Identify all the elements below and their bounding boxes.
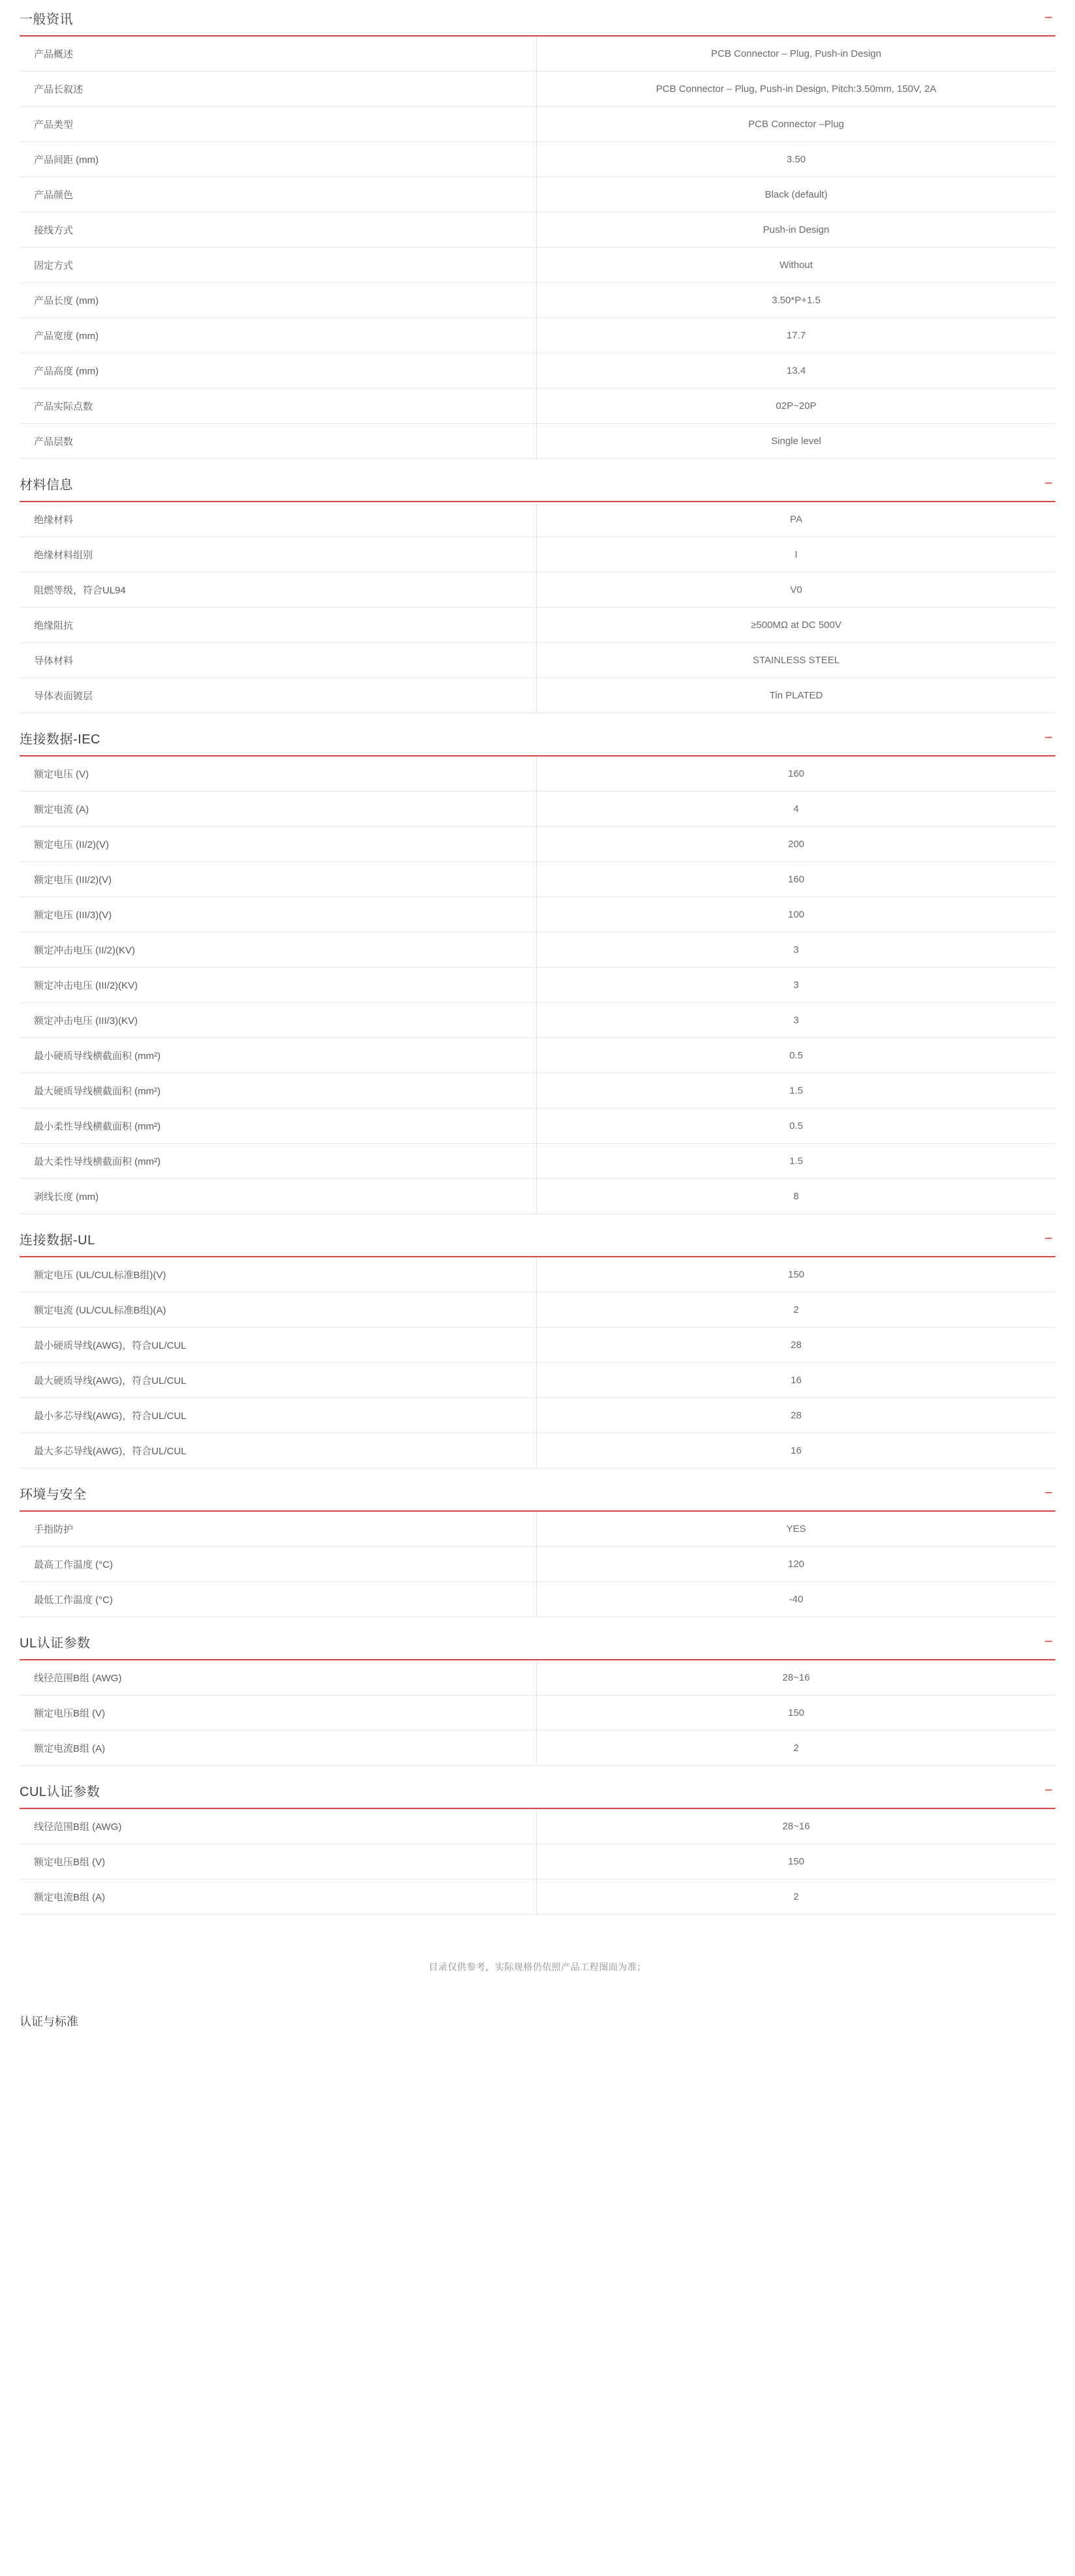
spec-value: Push-in Design (763, 224, 830, 235)
section-title: 环境与安全 (20, 1488, 87, 1502)
spec-label: 额定电压B组 (V) (20, 1844, 537, 1880)
section-title: UL认证参数 (20, 1636, 91, 1651)
spec-section (20, 713, 1055, 1214)
spec-label: 额定冲击电压 (III/2)(KV) (20, 968, 537, 1003)
spec-value: Tin PLATED (769, 690, 823, 701)
spec-label: 绝缘材料组别 (20, 537, 537, 573)
spec-value: 3 (793, 1015, 799, 1026)
table-row (20, 1512, 1055, 1547)
table-row (20, 1293, 1055, 1328)
table-row (20, 792, 1055, 827)
table-row (20, 1257, 1055, 1293)
spec-label: 接线方式 (20, 213, 537, 248)
spec-value: 8 (793, 1191, 799, 1202)
section-header (20, 730, 1055, 756)
spec-value: I (795, 549, 798, 560)
table-row (20, 502, 1055, 537)
table-row (20, 1433, 1055, 1469)
collapse-minus-icon[interactable]: − (1044, 1230, 1053, 1246)
spec-label: 产品宽度 (mm) (20, 318, 537, 353)
spec-value: 28 (791, 1340, 802, 1351)
spec-value: 2 (793, 1743, 799, 1754)
table-row (20, 142, 1055, 177)
spec-value: YES (786, 1523, 806, 1535)
table-row (20, 283, 1055, 318)
spec-value: PCB Connector –Plug (748, 119, 844, 130)
section-title: 连接数据-UL (20, 1233, 95, 1248)
table-row (20, 1582, 1055, 1617)
collapse-minus-icon[interactable]: − (1044, 1633, 1053, 1649)
spec-label: 产品长度 (mm) (20, 283, 537, 318)
spec-value: 150 (787, 1856, 805, 1867)
section-header (20, 476, 1055, 502)
spec-value: 150 (787, 1269, 805, 1280)
spec-label: 剥线长度 (mm) (20, 1179, 537, 1214)
spec-label: 额定电压 (III/3)(V) (20, 897, 537, 933)
spec-table (20, 756, 1055, 1214)
section-header (20, 10, 1055, 37)
spec-section (20, 0, 1055, 459)
spec-table (20, 1809, 1055, 1915)
table-row (20, 1038, 1055, 1073)
spec-value: 160 (787, 874, 805, 885)
spec-label: 线径范围B组 (AWG) (20, 1809, 537, 1844)
spec-label: 额定电流 (UL/CUL标准B组)(A) (20, 1293, 537, 1328)
table-row (20, 1844, 1055, 1880)
spec-label: 产品类型 (20, 107, 537, 142)
spec-label: 产品实际点数 (20, 389, 537, 424)
spec-value: 2 (793, 1891, 799, 1902)
spec-value: 3.50 (786, 154, 806, 165)
spec-label: 产品间距 (mm) (20, 142, 537, 177)
spec-table (20, 502, 1055, 713)
spec-value: 17.7 (786, 330, 806, 341)
spec-label: 最大多芯导线(AWG)，符合UL/CUL (20, 1433, 537, 1469)
spec-value: 02P~20P (776, 400, 817, 412)
spec-value: PA (790, 514, 802, 525)
spec-value: Black (default) (765, 189, 828, 200)
spec-label: 绝缘阻抗 (20, 608, 537, 643)
table-row (20, 1003, 1055, 1038)
section-title: 一般资讯 (20, 12, 73, 27)
spec-label: 最小硬质导线横截面积 (mm²) (20, 1038, 537, 1073)
spec-label: 产品层数 (20, 424, 537, 459)
spec-value: 3 (793, 980, 799, 991)
spec-label: 绝缘材料 (20, 502, 537, 537)
spec-label: 最高工作温度 (°C) (20, 1547, 537, 1582)
spec-label: 额定电压 (UL/CUL标准B组)(V) (20, 1257, 537, 1293)
footer-note: 目录仅供参考，实际规格仍依照产品工程图面为准； (429, 1962, 646, 1972)
table-row (20, 1179, 1055, 1214)
spec-value: PCB Connector – Plug, Push-in Design (711, 48, 881, 59)
table-row (20, 643, 1055, 678)
spec-value: V0 (790, 584, 802, 595)
table-row (20, 827, 1055, 862)
table-row (20, 678, 1055, 713)
spec-value: Without (780, 260, 813, 271)
table-row (20, 318, 1055, 353)
spec-value: 160 (787, 768, 805, 779)
table-row (20, 608, 1055, 643)
section-header (20, 1634, 1055, 1660)
section-title: 材料信息 (20, 478, 73, 492)
spec-label: 产品长叙述 (20, 72, 537, 107)
spec-label: 产品颜色 (20, 177, 537, 213)
spec-label: 最大硬质导线横截面积 (mm²) (20, 1073, 537, 1109)
spec-section (20, 1214, 1055, 1469)
table-row (20, 177, 1055, 213)
spec-value: 1.5 (789, 1156, 803, 1167)
table-row (20, 1328, 1055, 1363)
table-row (20, 1880, 1055, 1915)
spec-label: 额定冲击电压 (III/3)(KV) (20, 1003, 537, 1038)
table-row (20, 389, 1055, 424)
spec-table (20, 1512, 1055, 1617)
spec-label: 线径范围B组 (AWG) (20, 1660, 537, 1696)
spec-value: 3 (793, 944, 799, 955)
spec-value: 28~16 (782, 1821, 810, 1832)
section-header (20, 1783, 1055, 1809)
table-row (20, 537, 1055, 573)
spec-table (20, 37, 1055, 459)
spec-table (20, 1660, 1055, 1766)
spec-label: 产品概述 (20, 37, 537, 72)
spec-section (20, 459, 1055, 713)
spec-value: 1.5 (789, 1085, 803, 1096)
table-row (20, 1660, 1055, 1696)
spec-value: 16 (791, 1375, 802, 1386)
spec-label: 额定电压B组 (V) (20, 1696, 537, 1731)
spec-section (20, 1766, 1055, 1915)
spec-value: 28 (791, 1410, 802, 1421)
spec-section (20, 1617, 1055, 1766)
spec-value: 4 (793, 803, 799, 815)
spec-label: 最低工作温度 (°C) (20, 1582, 537, 1617)
table-row (20, 424, 1055, 459)
spec-label: 额定电压 (V) (20, 756, 537, 792)
section-title: 连接数据-IEC (20, 732, 100, 747)
spec-label: 阻燃等级，符合UL94 (20, 573, 537, 608)
table-row (20, 1363, 1055, 1398)
section-header (20, 1486, 1055, 1512)
spec-label: 额定电压 (II/2)(V) (20, 827, 537, 862)
spec-label: 最大柔性导线横截面积 (mm²) (20, 1144, 537, 1179)
table-row (20, 1398, 1055, 1433)
spec-label: 额定电流B组 (A) (20, 1731, 537, 1766)
spec-label: 额定电流 (A) (20, 792, 537, 827)
spec-value: 120 (787, 1559, 805, 1570)
table-row (20, 72, 1055, 107)
collapse-minus-icon[interactable]: − (1044, 9, 1053, 25)
collapse-minus-icon[interactable]: − (1044, 475, 1053, 491)
table-row (20, 248, 1055, 283)
table-row (20, 213, 1055, 248)
spec-table (20, 1257, 1055, 1469)
bottom-section-title: 认证与标准 (20, 2015, 78, 2028)
spec-value: 13.4 (786, 365, 806, 376)
spec-value: 200 (787, 839, 805, 850)
spec-label: 固定方式 (20, 248, 537, 283)
spec-value: 150 (787, 1707, 805, 1718)
spec-value: 28~16 (782, 1672, 810, 1683)
spec-section (20, 1469, 1055, 1617)
spec-value: ≥500MΩ at DC 500V (751, 620, 841, 631)
table-row (20, 1809, 1055, 1844)
table-row (20, 1731, 1055, 1766)
spec-value: STAINLESS STEEL (752, 655, 840, 666)
table-row (20, 353, 1055, 389)
spec-label: 额定电流B组 (A) (20, 1880, 537, 1915)
spec-label: 最小硬质导线(AWG)，符合UL/CUL (20, 1328, 537, 1363)
collapse-minus-icon[interactable]: − (1044, 729, 1053, 745)
collapse-minus-icon[interactable]: − (1044, 1484, 1053, 1501)
table-row (20, 1073, 1055, 1109)
spec-value: 0.5 (789, 1120, 803, 1131)
table-row (20, 897, 1055, 933)
spec-value: Single level (771, 436, 821, 447)
table-row (20, 37, 1055, 72)
spec-value: 2 (793, 1304, 799, 1315)
spec-value: 100 (787, 909, 805, 920)
spec-label: 导体表面镀层 (20, 678, 537, 713)
table-row (20, 968, 1055, 1003)
spec-label: 额定冲击电压 (II/2)(KV) (20, 933, 537, 968)
collapse-minus-icon[interactable]: − (1044, 1782, 1053, 1798)
table-row (20, 1109, 1055, 1144)
table-row (20, 1696, 1055, 1731)
table-row (20, 1144, 1055, 1179)
spec-label: 最小多芯导线(AWG)，符合UL/CUL (20, 1398, 537, 1433)
table-row (20, 933, 1055, 968)
spec-value: 3.50*P+1.5 (772, 295, 821, 306)
table-row (20, 107, 1055, 142)
spec-label: 最小柔性导线横截面积 (mm²) (20, 1109, 537, 1144)
table-row (20, 573, 1055, 608)
table-row (20, 862, 1055, 897)
table-row (20, 756, 1055, 792)
spec-label: 手指防护 (20, 1512, 537, 1547)
section-header (20, 1231, 1055, 1257)
spec-value: 16 (791, 1445, 802, 1456)
table-row (20, 1547, 1055, 1582)
spec-value: -40 (789, 1594, 804, 1605)
spec-value: PCB Connector – Plug, Push-in Design, Pitch:3.50mm, 150V, 2A (656, 83, 937, 95)
section-title: CUL认证参数 (20, 1785, 100, 1799)
spec-label: 额定电压 (III/2)(V) (20, 862, 537, 897)
spec-label: 最大硬质导线(AWG)，符合UL/CUL (20, 1363, 537, 1398)
spec-label: 产品高度 (mm) (20, 353, 537, 389)
spec-label: 导体材料 (20, 643, 537, 678)
spec-value: 0.5 (789, 1050, 803, 1061)
